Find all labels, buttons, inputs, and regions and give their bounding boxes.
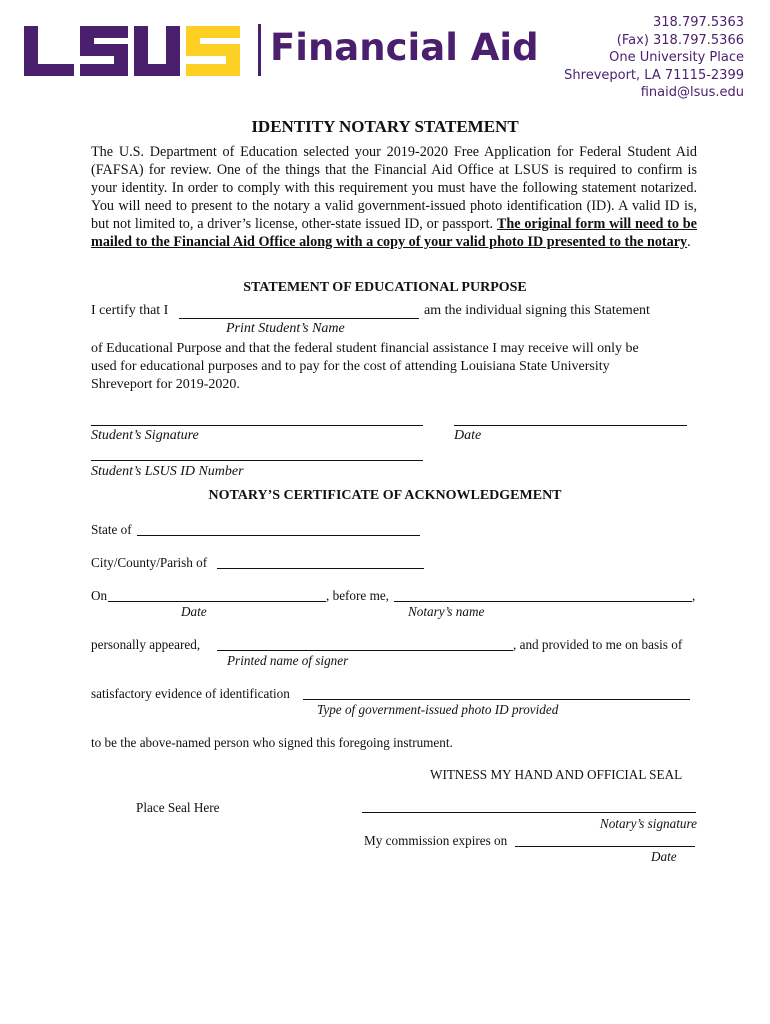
edu-body-line: Shreveport for 2019-2020.	[91, 377, 240, 392]
mail-instruction: The original form will need to be mailed to the Financial Aid Office along with a copy of your valid photo ID presented to the notary	[91, 216, 697, 250]
edu-heading: STATEMENT OF EDUCATIONAL PURPOSE	[243, 280, 527, 295]
provided-label: , and provided to me on basis of	[513, 637, 683, 652]
intro-paragraph	[91, 143, 697, 251]
notary-signature-label: Notary’s signature	[599, 816, 697, 831]
edu-body-line: used for educational purposes and to pay for the cost of attending Louisiana State University	[91, 359, 610, 374]
contact-block	[564, 14, 744, 102]
address-line-2: Shreveport, LA 71115-2399	[564, 67, 744, 83]
notary-heading: NOTARY’S CERTIFICATE OF ACKNOWLEDGEMENT	[208, 488, 562, 503]
appeared-label: personally appeared,	[91, 637, 201, 652]
notary-name-field[interactable]	[394, 601, 692, 602]
email: finaid@lsus.edu	[640, 85, 744, 100]
commission-date-label: Date	[651, 849, 677, 864]
signer-name-field[interactable]	[217, 650, 513, 651]
phone: 318.797.5363	[653, 15, 744, 30]
intro-text: The U.S. Department of Education selected your 2019-2020 Free Application for Federal Student Aid (FAFSA) for review. One of the things that the Financial Aid Office at LSUS is required to confirm is your identity. In order to comply with this requirement you must have the following statement notarized. You will need to present to the notary a valid government-issued photo identification (ID). A valid ID is, but not limited to, a driver’s license, other-state issued ID, or passport.	[91, 144, 697, 232]
seal-placeholder: Place Seal Here	[136, 800, 220, 815]
comma: ,	[692, 588, 696, 603]
fax: (Fax) 318.797.5366	[616, 32, 744, 48]
document-title: IDENTITY NOTARY STATEMENT	[251, 117, 519, 136]
state-field[interactable]	[137, 535, 420, 536]
student-name-field[interactable]	[179, 318, 419, 319]
certify-suffix: am the individual signing this Statement	[424, 303, 650, 318]
certify-prefix: I certify that I	[91, 303, 169, 318]
date-label: Date	[454, 428, 482, 443]
id-type-label: Type of government-issued photo ID provided	[317, 702, 559, 717]
notary-date-label: Date	[181, 604, 207, 619]
notary-date-field[interactable]	[108, 601, 326, 602]
department-name: Financial Aid	[270, 26, 539, 69]
city-label: City/County/Parish of	[91, 555, 208, 570]
student-signature-label: Student’s Signature	[91, 428, 199, 443]
address-line-1: One University Place	[609, 50, 744, 65]
intro-end: .	[687, 234, 691, 250]
commission-date-field[interactable]	[515, 846, 695, 847]
city-field[interactable]	[217, 568, 424, 569]
print-name-label: Print Student’s Name	[226, 321, 345, 336]
edu-body-line: of Educational Purpose and that the federal student financial assistance I may receive will only be	[91, 341, 639, 356]
edu-body	[91, 340, 639, 394]
printed-name-label: Printed name of signer	[227, 653, 349, 668]
witness-text: WITNESS MY HAND AND OFFICIAL SEAL	[430, 767, 683, 782]
commission-label: My commission expires on	[364, 833, 508, 848]
student-signature-field[interactable]	[91, 425, 423, 426]
signature-date-field[interactable]	[454, 425, 687, 426]
notary-signature-field[interactable]	[362, 812, 696, 813]
tobe-text: to be the above-named person who signed this foregoing instrument.	[91, 735, 453, 750]
state-label: State of	[91, 522, 132, 537]
notary-name-label: Notary’s name	[408, 604, 485, 619]
lsus-logo	[22, 18, 242, 78]
on-label: On	[91, 588, 108, 603]
student-id-field[interactable]	[91, 460, 423, 461]
evidence-label: satisfactory evidence of identification	[91, 686, 290, 701]
id-type-field[interactable]	[303, 699, 690, 700]
student-id-label: Student’s LSUS ID Number	[91, 464, 244, 479]
before-me-label: , before me,	[326, 588, 389, 603]
logo-divider	[258, 24, 261, 76]
